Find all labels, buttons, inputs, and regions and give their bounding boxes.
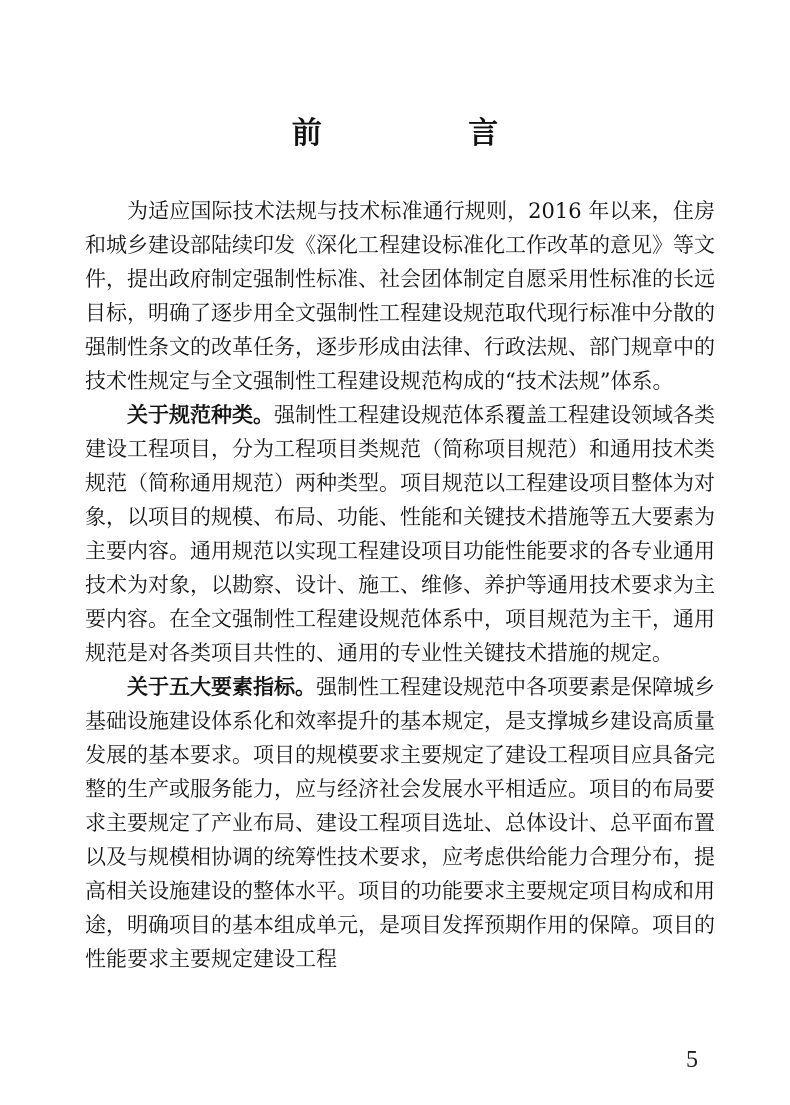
page-title: 前 言 <box>291 116 567 151</box>
page-number: 5 <box>686 1047 698 1073</box>
paragraph-2-text: 强制性工程建设规范体系覆盖工程建设领域各类建设工程项目，分为工程项目类规范（简称项目规范）和通用技术类规范（简称通用规范）两种类型。项目规范以工程建设项目整体为对象，以项目的规模、布局、功能、性能和关键技术措施等五大要素为主要内容。通用规范以实现工程建设项目功能性能要求的各专业通用技术为对象，以勘察、设计、施工、维修、养护等通用技术要求为主要内容。在全文强制性工程建设规范体系中，项目规范为主干，通用规范是对各类项目共性的、通用的专业性关键技术措施的规定。 <box>85 403 715 665</box>
paragraph-1-text: 为适应国际技术法规与技术标准通行规则，2016 年以来，住房和城乡建设部陆续印发《深化工程建设标准化工作改革的意见》等文件，提出政府制定强制性标准、社会团体制定自愿采用性标准的长远目标，明确了逐步用全文强制性工程建设规范取代现行标准中分散的强制性条文的改革任务，逐步形成由法律、行政法规、部门规章中的技术性规定与全文强制性工程建设规范构成的“技术法规”体系。 <box>85 199 715 393</box>
body-text <box>85 194 715 976</box>
paragraph-1 <box>85 194 715 398</box>
paragraph-2 <box>85 398 715 670</box>
paragraph-2-lead: 关于规范种类。 <box>127 403 274 427</box>
paragraph-3-lead: 关于五大要素指标。 <box>127 675 316 699</box>
paragraph-3 <box>85 670 715 976</box>
paragraph-3-text: 强制性工程建设规范中各项要素是保障城乡基础设施建设体系化和效率提升的基本规定，是支撑城乡建设高质量发展的基本要求。项目的规模要求主要规定了建设工程项目应具备完整的生产或服务能力，应与经济社会发展水平相适应。项目的布局要求主要规定了产业布局、建设工程项目选址、总体设计、总平面布置以及与规模相协调的统筹性技术要求，应考虑供给能力合理分布，提高相关设施建设的整体水平。项目的功能要求主要规定项目构成和用途，明确项目的基本组成单元，是项目发挥预期作用的保障。项目的性能要求主要规定建设工程 <box>85 675 715 971</box>
